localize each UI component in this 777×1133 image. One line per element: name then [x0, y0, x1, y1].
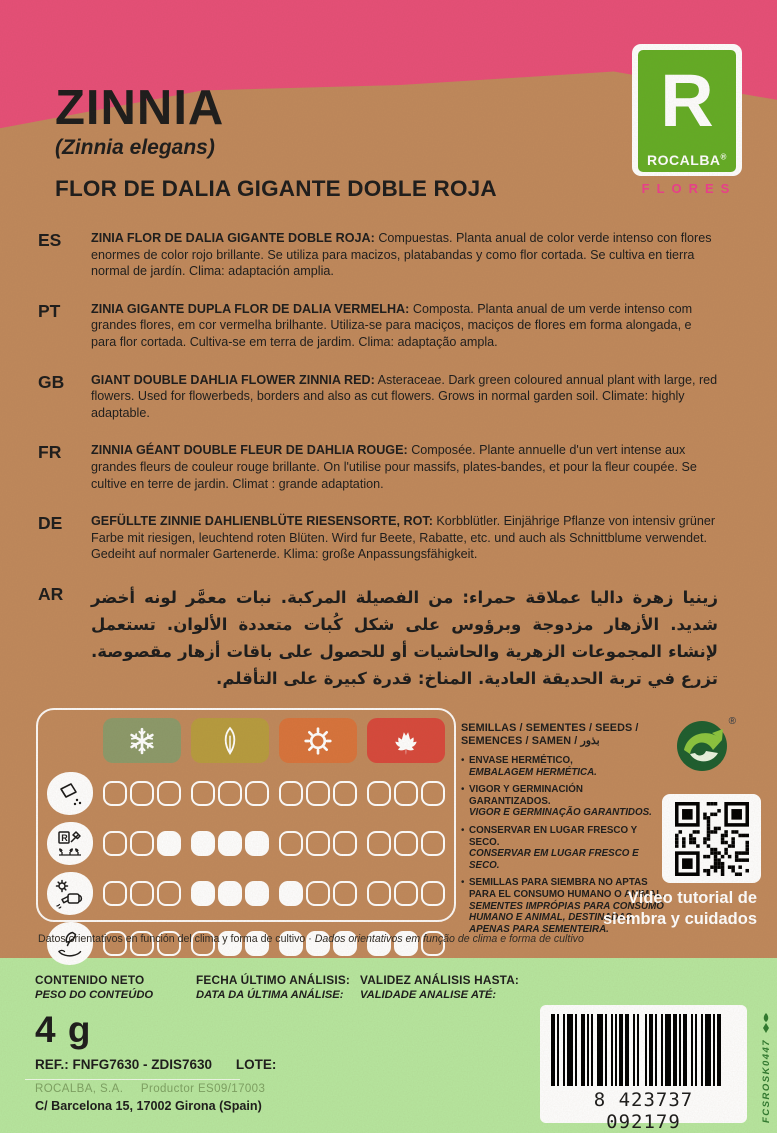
lang-text: [91, 301, 718, 351]
footer-panel: [0, 958, 777, 1133]
lot-label: LOTE:: [235, 1057, 277, 1072]
spring-chip: [191, 718, 269, 763]
calendar-cell: [191, 881, 215, 906]
lang-text: [91, 372, 718, 422]
net-content-block: [35, 973, 153, 1051]
calendar-cell: [421, 881, 445, 906]
maple-leaf-icon-chip: [367, 718, 445, 763]
side-code-text: FCSROSK0447: [761, 1038, 772, 1123]
sun-icon: [302, 725, 334, 757]
page-title: ZINNIA: [55, 81, 225, 135]
bullet-es: • ENVASE HERMÉTICO,: [469, 755, 573, 766]
botanical-name: (Zinnia elegans): [55, 136, 215, 159]
calendar-cell: [103, 831, 127, 856]
calendar-cell: [157, 881, 181, 906]
calendar-cell: [367, 781, 391, 806]
rocalba-logo: [632, 44, 742, 196]
calendar-cell: [306, 831, 330, 856]
barcode-digits: 8 423737 092179: [593, 1089, 694, 1133]
footnote-separator: ·: [308, 933, 312, 945]
list-item: [461, 825, 667, 871]
calendar-cell: [279, 881, 303, 906]
barcode-bars: [551, 1014, 736, 1086]
video-line2: siembra y cuidados: [602, 910, 757, 928]
analysis-date-label-es: FECHA ÚLTIMO ANÁLISIS:: [196, 973, 351, 987]
bullet-pt: SEMENTES IMPRÓPIAS PARA CONSUMO HUMANO E ANIMAL, DESTINADAS APENAS PARA SEMENTEIRA.: [469, 900, 664, 935]
barcode: [540, 1005, 747, 1133]
lang-row-gb: [38, 372, 718, 422]
calendar-cell: [130, 831, 154, 856]
snowflake-icon: [127, 726, 157, 756]
bullet-pt: VIGOR E GERMINAÇÃO GARANTIDOS.: [469, 807, 652, 819]
lang-row-es: [38, 230, 718, 280]
net-weight-value: 4 g: [35, 1009, 92, 1050]
brand-name-text: ROCALBA: [647, 152, 721, 168]
analysis-date-block: [196, 973, 350, 1001]
registered-mark: ®: [720, 152, 727, 162]
winter-chip: [103, 718, 181, 763]
calendar-cell: [333, 881, 357, 906]
calendar-row-watering: [47, 872, 454, 915]
rocalba-r-icon: R: [660, 58, 714, 142]
lang-lead: ZINIA GIGANTE DUPLA FLOR DE DALIA VERMELHA:: [91, 301, 410, 316]
lang-code: AR: [38, 583, 64, 604]
lang-row-fr: [38, 442, 718, 492]
calendar-cell: [333, 831, 357, 856]
green-dot-icon: [676, 720, 728, 772]
validity-label-pt: VALIDADE ANALISE ATÉ:: [360, 989, 497, 1001]
lang-lead: GEFÜLLTE ZINNIE DAHLIENBLÜTE RIESENSORTE, ROT:: [91, 514, 433, 529]
calendar-cell: [130, 881, 154, 906]
calendar-cells-transplant: [103, 831, 445, 856]
calendar-cell: [333, 781, 357, 806]
footnote-es: Datos orientativos en función del clima y forma de cultivo: [38, 933, 306, 945]
language-descriptions: [38, 230, 718, 713]
net-content-label-pt: PESO DO CONTEÚDO: [35, 989, 154, 1001]
calendar-row-transplant: [47, 822, 454, 865]
lang-code: ES: [38, 230, 62, 250]
calendar-cell: [279, 781, 303, 806]
watering-icon: [47, 872, 93, 915]
calendar-cell: [218, 881, 242, 906]
calendar-cell: [245, 881, 269, 906]
producer-line: [35, 1083, 279, 1095]
list-item: [461, 755, 667, 778]
bullet-pt: EMBALAGEM HERMÉTICA.: [469, 766, 597, 778]
side-print-code: [761, 1008, 772, 1123]
validity-label-es: VALIDEZ ANÁLISIS HASTA:: [360, 973, 520, 987]
green-dot-recycling-logo: [676, 716, 738, 777]
bullet-pt: CONSERVAR EM LUGAR FRESCO E SECO.: [469, 848, 639, 871]
qr-code-svg: [675, 802, 749, 876]
calendar-cell: [191, 781, 215, 806]
summer-chip: [279, 718, 357, 763]
leaf-icon: [217, 726, 243, 756]
lang-code: FR: [38, 442, 62, 463]
registered-mark: ®: [728, 716, 736, 727]
calendar-cell: [279, 831, 303, 856]
lang-text: [91, 442, 718, 492]
calendar-cell: [245, 831, 269, 856]
calendar-cell: [421, 781, 445, 806]
wheat-icon: [762, 1012, 772, 1034]
calendar-cell: [367, 881, 391, 906]
sowing-icon: [47, 772, 93, 815]
maple-leaf-icon: [391, 726, 421, 756]
calendar-cells-watering: [103, 881, 445, 906]
calendar-cell: [191, 831, 215, 856]
qr-code: [662, 794, 761, 883]
list-item: [461, 784, 667, 819]
calendar-cell: [367, 831, 391, 856]
calendar-cell: [394, 881, 418, 906]
producer-address: C/ Barcelona 15, 17002 Girona (Spain): [35, 1099, 262, 1113]
lang-text: [91, 230, 718, 280]
divider: [25, 1079, 240, 1080]
calendar-cells-sowing: [103, 781, 445, 806]
bullet-es: • VIGOR Y GERMINACIÓN GARANTIZADOS.: [469, 784, 583, 807]
lang-body: Composée. Plante annuelle d'un vert intense aux grandes fleurs de couleur rouge brillante. On l'utilise pour massifs, plates-bandes, et pour la fleur coupée. Se cultive en terre de jardin. Climat : grande adaptation.: [91, 443, 697, 491]
calendar-cell: [157, 831, 181, 856]
lang-body: Composta. Planta anual de um verde intenso com grandes flores, em cor vermelha brilhante. Utiliza-se para maciços, maciços de flores em forma alongada, e para flor cortada. Cultiva-se em terra de jardim. Clima: adaptação ampla.: [91, 301, 693, 349]
calendar-footnote: [38, 933, 584, 945]
seeds-heading-line2: SEMENCES / SAMEN / بذور: [461, 735, 600, 747]
reference-code: REF.: FNFG7630 - ZDIS7630: [35, 1057, 213, 1072]
net-content-label-es: CONTENIDO NETO: [35, 973, 145, 987]
logo-green-box: [638, 50, 736, 172]
calendar-cell: [218, 781, 242, 806]
calendar-cell: [130, 781, 154, 806]
bullet-es: • SEMILLAS PARA SIEMBRA NO APTAS PARA EL CONSUMO HUMANO O ANIMAL.: [469, 877, 665, 900]
brand-name: [647, 152, 727, 172]
calendar-cell: [394, 781, 418, 806]
producer-code: Productor ES09/17003: [140, 1083, 266, 1095]
calendar-row-sowing: [47, 772, 454, 815]
lang-lead: ZINNIA GÉANT DOUBLE FLEUR DE DAHLIA ROUGE:: [91, 443, 408, 458]
lang-lead: GIANT DOUBLE DAHLIA FLOWER ZINNIA RED:: [91, 372, 375, 387]
calendar-cell: [103, 781, 127, 806]
lang-text: [91, 513, 718, 563]
lang-code: DE: [38, 513, 63, 534]
bullet-es: • CONSERVAR EN LUGAR FRESCO Y SECO.: [469, 824, 638, 848]
calendar-cell: [421, 831, 445, 856]
svg-text:R: R: [61, 832, 68, 843]
reference-line: [35, 1057, 276, 1072]
analysis-date-label-pt: DATA DA ÚLTIMA ANÁLISE:: [196, 989, 344, 1001]
lang-body: Compuestas. Planta anual de color verde intenso con flores enormes de color rojo brillante. Se utiliza para macizos, platabandas y como flor cortada. Se cultiva en tierra normal de jardín. Clima: adaptación amplia.: [91, 231, 712, 279]
calendar-cell: [218, 831, 242, 856]
calendar-cell: [306, 881, 330, 906]
video-line1: Vídeo tutorial de: [627, 889, 757, 907]
lang-row-de: [38, 513, 718, 563]
lang-text: [91, 584, 718, 692]
producer-name: ROCALBA, S.A.: [35, 1083, 124, 1095]
lang-body: Asteraceae. Dark green coloured annual plant with large, red flowers. Used for flowerbeds, borders and also as cut flowers. Grows in normal garden soil. Climate: highly adaptable.: [91, 372, 718, 420]
footnote-pt: Dados orientativos em função de clima e forma de cultivo: [314, 933, 584, 945]
brand-tagline: FLORES: [641, 181, 737, 196]
seeds-heading-line1: SEMILLAS / SEMENTES / SEEDS /: [461, 722, 639, 734]
variety-name: FLOR DE DALIA GIGANTE DOBLE ROJA: [55, 176, 497, 201]
lang-lead: ZINIA FLOR DE DALIA GIGANTE DOBLE ROJA:: [91, 231, 375, 245]
logo-card: [632, 44, 742, 176]
lang-row-ar: [38, 584, 718, 692]
calendar-cell: [245, 781, 269, 806]
transplant-icon: [47, 822, 93, 865]
cultivation-calendar: [36, 708, 456, 922]
lang-body: Korbblütler. Einjährige Pflanze von intensiv grüner Farbe mit riesigen, leuchtend roten Blüten. Wird fur Beete, Rabatte, etc. und auch als Schnittblume verwendet. Gedeiht auf normaler Gartenerde. Klima: große Anpassungsfähigkeit.: [91, 514, 716, 562]
lang-lead: زينيا زهرة داليا عملاقة حمراء:: [462, 587, 718, 607]
video-tutorial-text: [537, 888, 757, 930]
lang-row-pt: [38, 301, 718, 351]
calendar-cell: [306, 781, 330, 806]
lang-body: من الفصيلة المركبة. نبات معمَّر لونه أخضر شديد. الأزهار مزدوجة وبرؤوس على شكل كُبات متعددة الألوان. تستعمل لإنشاء المجموعات الزهرية والحاشيات أو للحصول على باقات أزهار مقصوصة. تزرع في تربة الحديقة العادية. المناخ: قدرة كبيرة على التأقلم.: [91, 587, 718, 688]
lang-code: GB: [38, 371, 65, 392]
calendar-cell: [157, 781, 181, 806]
seeds-heading: [461, 722, 667, 748]
lang-code: PT: [38, 300, 61, 321]
calendar-cell: [394, 831, 418, 856]
season-header: [103, 718, 454, 763]
analysis-validity-block: [360, 973, 519, 1001]
header: [55, 81, 497, 202]
calendar-cell: [103, 881, 127, 906]
